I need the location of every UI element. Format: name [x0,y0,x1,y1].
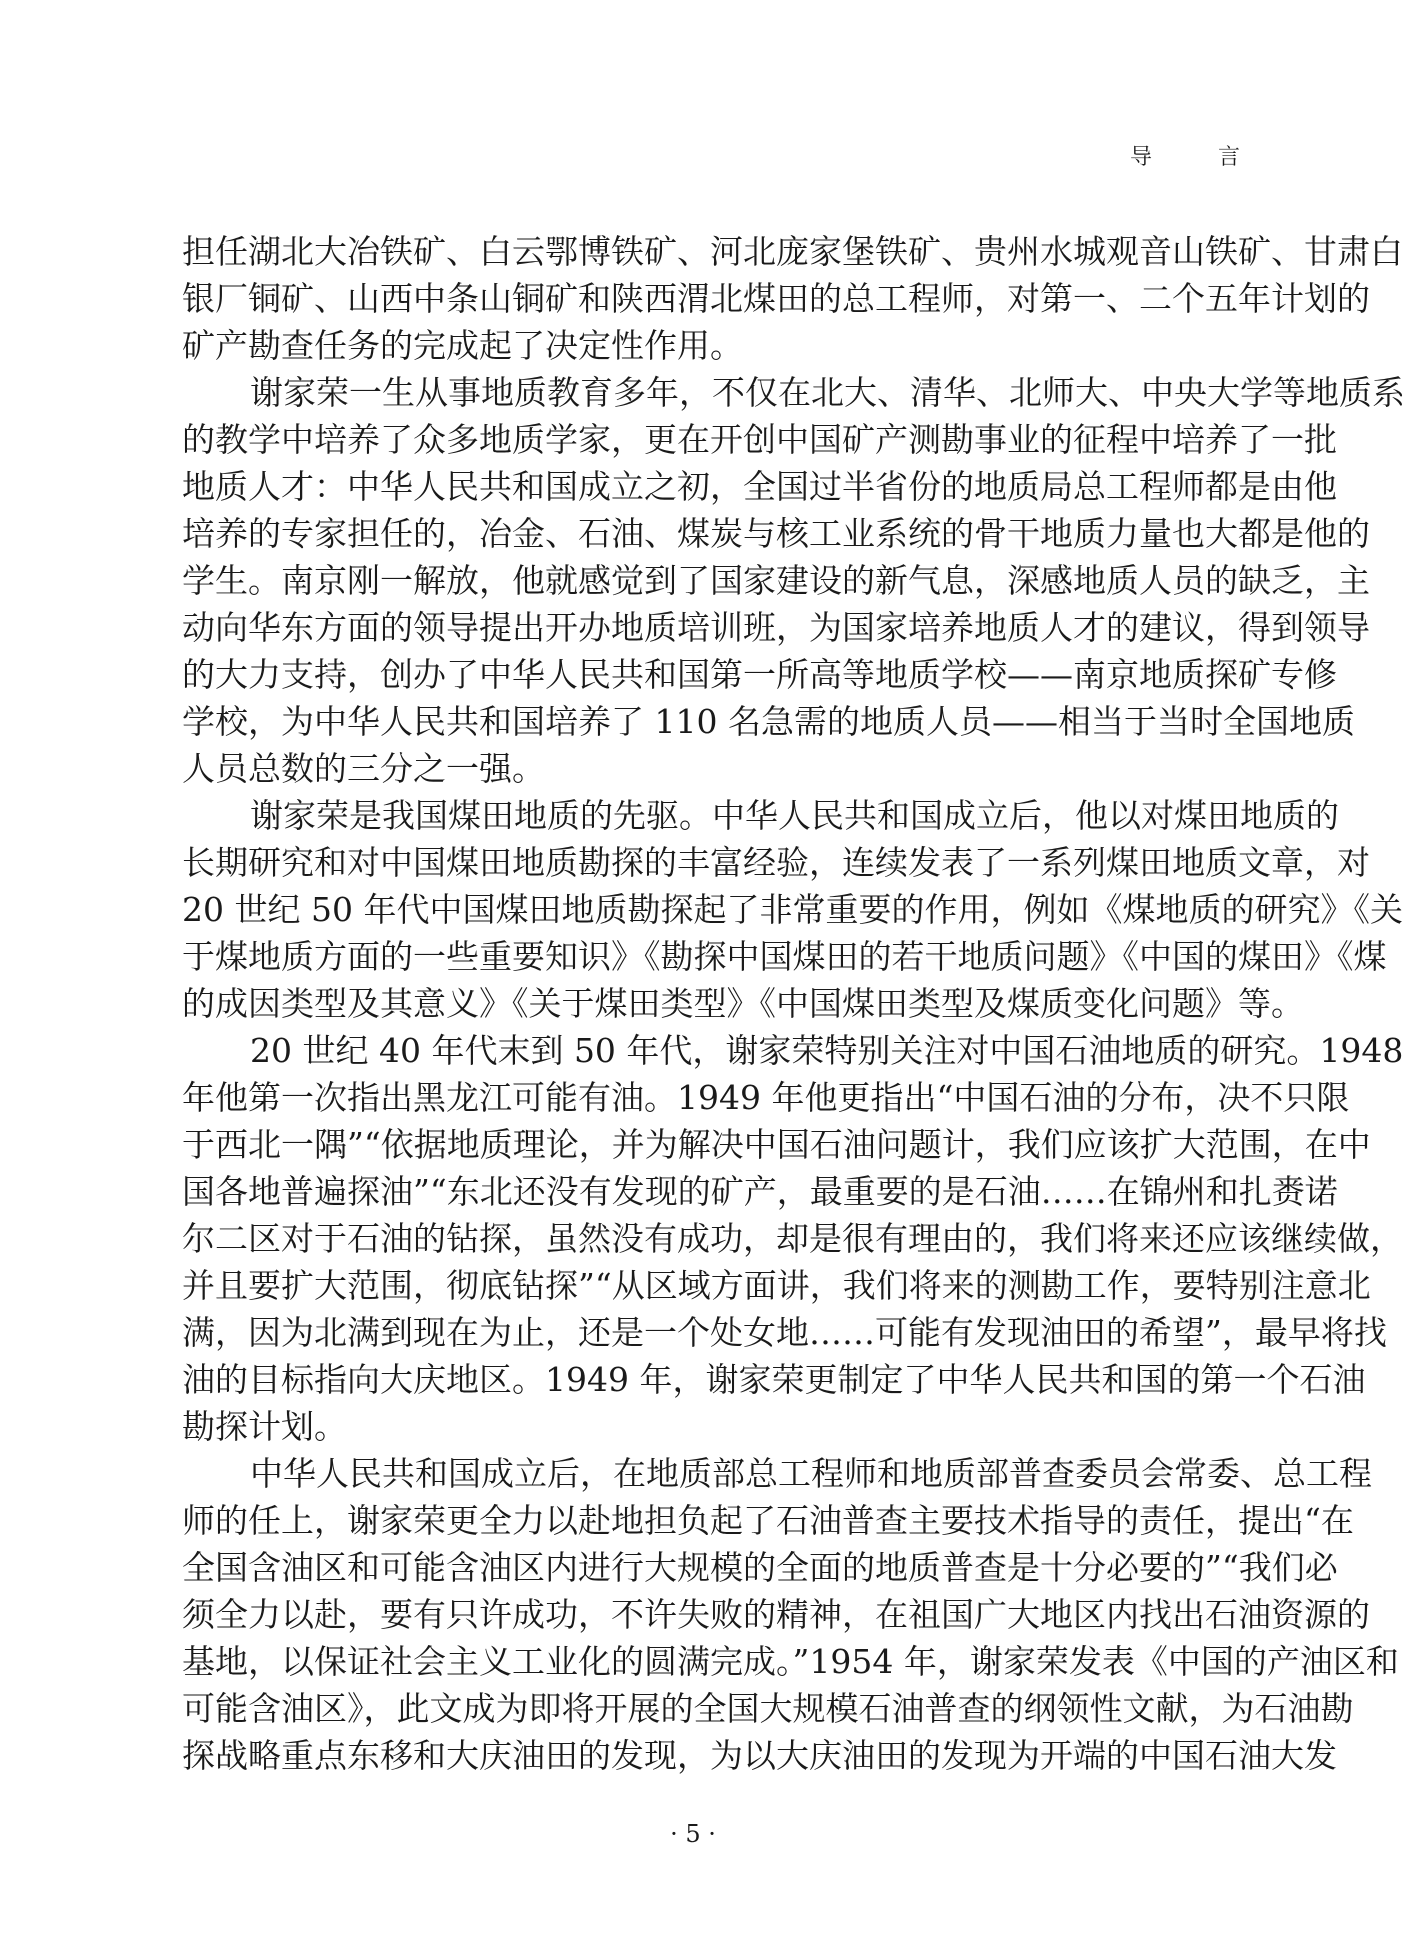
text-line: 探战略重点东移和大庆油田的发现，为以大庆油田的发现为开端的中国石油大发 [182,1736,1337,1775]
text-line: 全国含油区和可能含油区内进行大规模的全面的地质普查是十分必要的”“我们必 [182,1548,1338,1587]
text-line: 谢家荣是我国煤田地质的先驱。中华人民共和国成立后，他以对煤田地质的 [250,796,1339,835]
text-line: 年他第一次指出黑龙江可能有油。1949 年他更指出“中国石油的分布，决不只限 [182,1078,1350,1117]
paragraph [182,369,1405,792]
text-line: 学生。南京刚一解放，他就感觉到了国家建设的新气息，深感地质人员的缺乏，主 [182,561,1370,600]
paragraph [182,1450,1399,1779]
text-line: 尔二区对于石油的钻探，虽然没有成功，却是很有理由的，我们将来还应该继续做， [182,1219,1403,1258]
running-head-char: 导 [1130,145,1153,170]
text-line: 于西北一隅”“依据地质理论，并为解决中国石油问题计，我们应该扩大范围，在中 [182,1125,1371,1164]
text-line: 的教学中培养了众多地质学家，更在开创中国矿产测勘事业的征程中培养了一批 [182,420,1337,459]
text-line: 人员总数的三分之一强。 [182,749,545,788]
text-line: 动向华东方面的领导提出开办地质培训班，为国家培养地质人才的建议，得到领导 [182,608,1370,647]
text-line: 须全力以赴，要有只许成功，不许失败的精神，在祖国广大地区内找出石油资源的 [182,1595,1370,1634]
text-line: 20 世纪 40 年代末到 50 年代，谢家荣特别关注对中国石油地质的研究。1948 [250,1031,1404,1070]
text-line: 基地，以保证社会主义工业化的圆满完成。”1954 年，谢家荣发表《中国的产油区和 [182,1642,1399,1681]
text-line: 勘探计划。 [182,1407,347,1446]
text-line: 20 世纪 50 年代中国煤田地质勘探起了非常重要的作用，例如《煤地质的研究》《关 [182,890,1403,929]
running-head-char: 言 [1217,145,1240,170]
paragraph [182,792,1403,1027]
text-line: 银厂铜矿、山西中条山铜矿和陕西渭北煤田的总工程师，对第一、二个五年计划的 [182,279,1370,318]
text-line: 的大力支持，创办了中华人民共和国第一所高等地质学校——南京地质探矿专修 [182,655,1337,694]
running-head [1130,140,1240,171]
body-text [182,228,1405,1779]
paragraph [182,228,1403,369]
text-line: 满，因为北满到现在为止，还是一个处女地……可能有发现油田的希望”，最早将找 [182,1313,1387,1352]
text-line: 谢家荣一生从事地质教育多年，不仅在北大、清华、北师大、中央大学等地质系 [250,373,1405,412]
text-line: 担任湖北大冶铁矿、白云鄂博铁矿、河北庞家堡铁矿、贵州水城观音山铁矿、甘肃白 [182,232,1403,271]
text-line: 长期研究和对中国煤田地质勘探的丰富经验，连续发表了一系列煤田地质文章，对 [182,843,1370,882]
text-line: 国各地普遍探油”“东北还没有发现的矿产，最重要的是石油……在锦州和扎赉诺 [182,1172,1338,1211]
text-line: 于煤地质方面的一些重要知识》《勘探中国煤田的若干地质问题》《中国的煤田》《煤 [182,937,1387,976]
text-line: 油的目标指向大庆地区。1949 年，谢家荣更制定了中华人民共和国的第一个石油 [182,1360,1366,1399]
text-line: 的成因类型及其意义》《关于煤田类型》《中国煤田类型及煤质变化问题》等。 [182,984,1304,1023]
paragraph [182,1027,1404,1450]
text-line: 并且要扩大范围，彻底钻探”“从区域方面讲，我们将来的测勘工作，要特别注意北 [182,1266,1371,1305]
text-line: 培养的专家担任的，冶金、石油、煤炭与核工业系统的骨干地质力量也大都是他的 [182,514,1370,553]
text-line: 矿产勘查任务的完成起了决定性作用。 [182,326,743,365]
text-line: 师的任上，谢家荣更全力以赴地担负起了石油普查主要技术指导的责任，提出“在 [182,1501,1354,1540]
text-line: 可能含油区》，此文成为即将开展的全国大规模石油普查的纲领性文献，为石油勘 [182,1689,1354,1728]
text-line: 中华人民共和国成立后，在地质部总工程师和地质部普查委员会常委、总工程 [250,1454,1372,1493]
text-line: 学校，为中华人民共和国培养了 110 名急需的地质人员——相当于当时全国地质 [182,702,1355,741]
text-line: 地质人才：中华人民共和国成立之初，全国过半省份的地质局总工程师都是由他 [182,467,1337,506]
page-number: · 5 · [670,1820,716,1848]
